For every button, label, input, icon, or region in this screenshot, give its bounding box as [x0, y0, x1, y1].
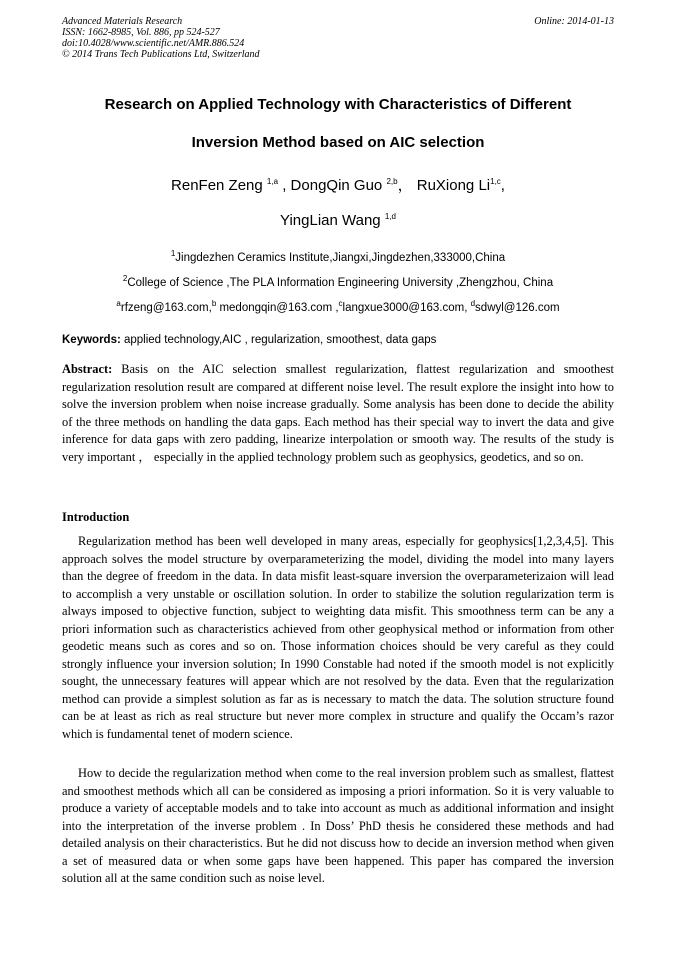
journal-name: Advanced Materials Research — [62, 16, 183, 27]
author-name: RuXiong Li — [416, 177, 491, 194]
paper-title-line-2: Inversion Method based on AIC selection — [191, 134, 485, 151]
affiliation-2 — [62, 274, 614, 289]
author-affiliation-mark: 2,b — [386, 177, 398, 186]
author-separator: ， — [397, 177, 417, 194]
author-separator: , — [278, 177, 291, 194]
author-affiliation-mark: 1,a — [266, 177, 279, 186]
keywords-label: Keywords: — [62, 334, 121, 346]
email-address: medongqin@163.com , — [216, 302, 339, 314]
email-mark: a — [116, 299, 121, 309]
affiliation-text: Jingdezhen Ceramics Institute,Jiangxi,Jingdezhen,333000,China — [175, 252, 506, 264]
abstract-text: Basis on the AIC selection smallest regularization, flattest regularization and smoothest regularization resolution result are compared at different noise level. The result explore the insight into how to solve the inversion problem when noise increase gradually. Some analysis has been done to decide the ability of the three methods on handling the data gaps. Each method has their special way to invert the data and give inference for data gaps with zero padding, linearize interpolation or smooth way. The results of the study is very important ， especially in the applied technology problem such as geophysics, geodetics, and so on. — [62, 362, 614, 464]
section-heading-introduction: Introduction — [62, 510, 130, 524]
email-address: langxue3000@163.com, — [342, 302, 471, 314]
online-date: Online: 2014-01-13 — [534, 16, 614, 27]
paper-title-line-1: Research on Applied Technology with Characteristics of Different — [104, 96, 572, 113]
author-affiliation-mark: 1,d — [384, 212, 396, 221]
author-name: DongQin Guo — [290, 177, 387, 194]
affiliation-mark: 1 — [170, 249, 176, 259]
issn-line: ISSN: 1662-8985, Vol. 886, pp 524-527 — [62, 27, 220, 38]
author-emails — [62, 299, 614, 314]
email-mark: d — [470, 299, 476, 309]
email-address: rfzeng@163.com, — [120, 302, 212, 314]
abstract-label: Abstract: — [62, 362, 113, 376]
affiliation-mark: 2 — [122, 274, 128, 284]
author-separator: , — [500, 177, 505, 194]
email-address: sdwyl@126.com — [475, 302, 560, 314]
intro-paragraph-1: Regularization method has been well developed in many areas, especially for geophysics[1,2,3,4,5]. This approach solves the model structure by overparameterizing the model, dividing the model into many layers than the degree of freedom in the data. In data misfit least-square inversion the overparameterizaion will lead to accomplish a very unstable or oscillation solution. In order to stabilize the solution regularization term is always imposed to objective function, subject to weighting data misfit. This smoothness term can be any a priori information such as characteristics achieved from other geophysical method or information from other geodetic means such as cores and so on. Those information choices should be very careful as they could strongly influence your inversion solution; In 1990 Constable had noted if the smooth model is not explicitly sought, the unnecessary features will appear which are not resolved by the data. Even that the regularization method can provide a simplest solution as far as is necessary to match the data. The solution structure found can be at least as rich as real structure but never more complex in structure and qualify the Occam’s razor which is fundamental tenet of modern science. — [62, 534, 614, 741]
copyright-line: © 2014 Trans Tech Publications Ltd, Switzerland — [62, 49, 260, 60]
keywords-text: applied technology,AIC , regularization, smoothest, data gaps — [120, 334, 437, 346]
author-affiliation-mark: 1,c — [490, 177, 501, 186]
email-mark: b — [211, 299, 217, 309]
journal-info — [62, 16, 260, 60]
email-mark: c — [338, 299, 343, 309]
keywords — [62, 334, 614, 346]
author-name: RenFen Zeng — [171, 177, 267, 194]
author-line-1 — [62, 174, 614, 195]
intro-paragraph-2: How to decide the regularization method when come to the real inversion problem such as smallest, flattest and smoothest methods which all can be considered as imposing a priori information. So it is very valuable to produce a variety of acceptable models and to take into account as much as additional information and insight into the interpretation of the inverse problem . In Doss’ PhD thesis he considered these methods and had detailed analysis on their characteristics. But he did not discuss how to decide an inversion method when given a set of measured data or when some gaps have been happened. This paper has compared the inversion solution all at the same condition such as noise level. — [62, 766, 614, 885]
affiliation-text: College of Science ,The PLA Information Engineering University ,Zhengzhou, China — [127, 277, 554, 289]
author-name: YingLian Wang — [280, 212, 385, 229]
doi-line: doi:10.4028/www.scientific.net/AMR.886.524 — [62, 38, 245, 49]
affiliation-1 — [62, 249, 614, 264]
author-line-2 — [62, 212, 614, 229]
abstract — [62, 361, 614, 466]
